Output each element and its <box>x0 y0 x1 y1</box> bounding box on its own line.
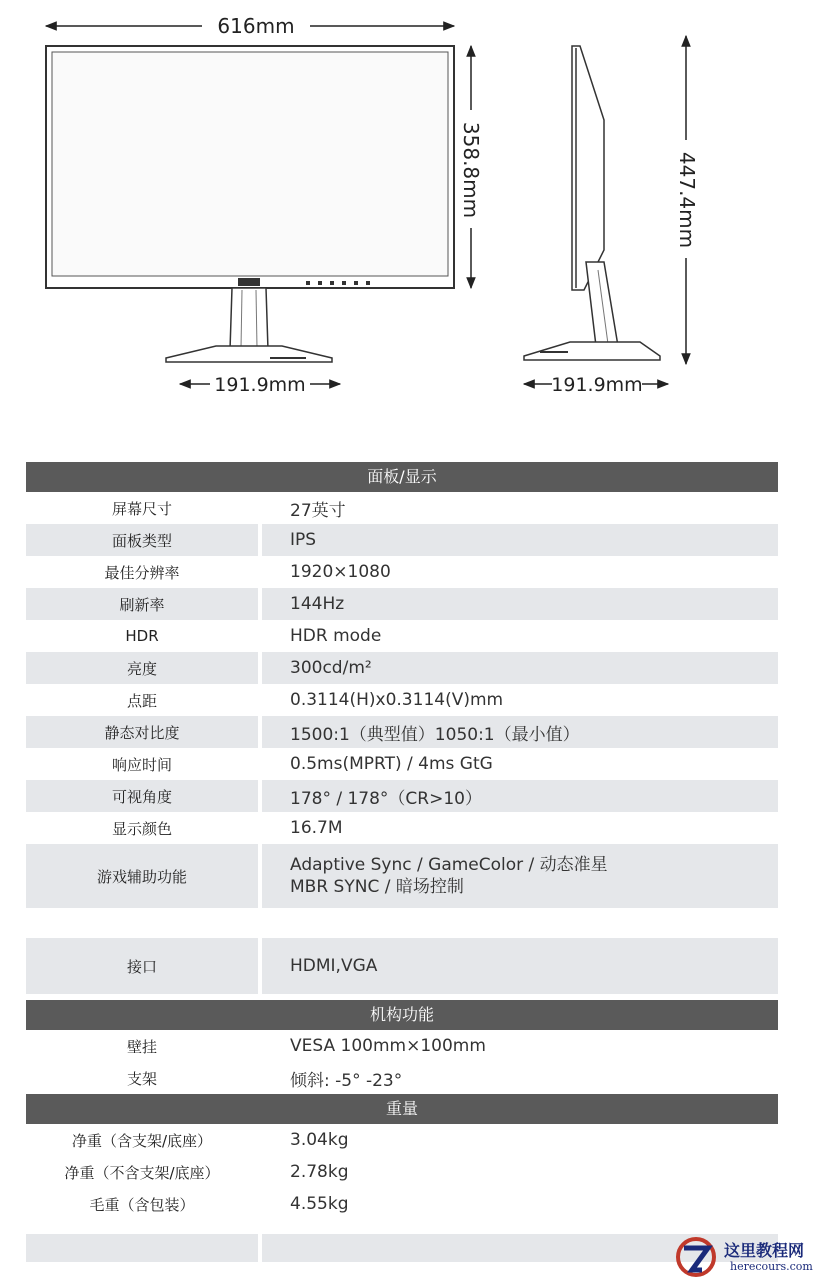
dimension-base-side-label: 191.9mm <box>551 374 643 396</box>
spec-label: 亮度 <box>26 652 258 684</box>
dimension-width-label: 616mm <box>217 14 295 38</box>
spec-row <box>26 748 778 780</box>
dimension-total-height <box>675 36 699 364</box>
spec-value: 4.55kg <box>290 1194 349 1214</box>
spec-value: HDMI,VGA <box>262 938 778 994</box>
dimension-screen-height-label: 358.8mm <box>459 121 483 219</box>
spec-row <box>26 1062 778 1094</box>
spec-value: 1500:1（典型值）1050:1（最小值） <box>262 716 778 748</box>
spec-label: 刷新率 <box>26 588 258 620</box>
spec-value: 3.04kg <box>290 1130 349 1150</box>
dimension-diagram <box>0 0 816 420</box>
spec-label: 显示颜色 <box>111 819 172 838</box>
watermark <box>668 1234 816 1280</box>
spec-label: 毛重（含包装） <box>89 1195 195 1214</box>
dimension-base-side <box>524 374 668 396</box>
spec-value: 178° / 178°（CR>10） <box>262 780 778 812</box>
spec-row <box>26 556 778 588</box>
spec-value: 16.7M <box>290 818 343 838</box>
spec-row <box>26 684 778 716</box>
spec-label: 净重（不含支架/底座） <box>64 1163 220 1182</box>
spec-row <box>26 492 778 524</box>
spec-row <box>26 716 778 748</box>
spec-label: HDR <box>125 627 159 645</box>
spec-value: 27英寸 <box>290 500 346 521</box>
spec-row <box>26 812 778 844</box>
section-header-panel-display: 面板/显示 <box>26 462 778 492</box>
side-view-monitor <box>524 46 660 360</box>
spec-value: 0.3114(H)x0.3114(V)mm <box>290 690 504 710</box>
spec-label: 静态对比度 <box>26 716 258 748</box>
spec-label: 净重（含支架/底座） <box>71 1131 213 1150</box>
spec-label: 面板类型 <box>26 524 258 556</box>
spec-row <box>26 524 778 556</box>
spec-label: 响应时间 <box>111 755 172 774</box>
spec-label: 支架 <box>126 1069 157 1088</box>
spec-label: 可视角度 <box>26 780 258 812</box>
spec-row <box>26 844 778 908</box>
spec-label: 屏幕尺寸 <box>111 499 172 518</box>
watermark-title: 这里教程网 <box>724 1241 805 1260</box>
spec-row <box>26 938 778 994</box>
spec-row <box>26 1156 778 1188</box>
watermark-url: herecours.com <box>730 1260 813 1273</box>
spec-value: VESA 100mm×100mm <box>290 1036 486 1056</box>
spec-row <box>26 1030 778 1062</box>
dimension-total-height-label: 447.4mm <box>675 151 699 249</box>
spec-value: 0.5ms(MPRT) / 4ms GtG <box>290 754 493 774</box>
spec-value: 300cd/m² <box>262 652 778 684</box>
spec-row <box>26 1124 778 1156</box>
spec-row <box>26 652 778 684</box>
spec-value: 2.78kg <box>290 1162 349 1182</box>
watermark-logo-icon <box>668 1234 720 1280</box>
spec-value: HDR mode <box>290 626 382 646</box>
spec-row <box>26 620 778 652</box>
spec-value: 144Hz <box>262 588 778 620</box>
front-view-monitor <box>46 46 454 362</box>
section-header-weight: 重量 <box>26 1094 778 1124</box>
spec-label: 最佳分辨率 <box>104 563 180 582</box>
spec-row-empty <box>26 1234 778 1262</box>
spec-label: 接口 <box>26 938 258 994</box>
dimension-base-front <box>180 374 340 396</box>
spec-row <box>26 780 778 812</box>
spec-value: 1920×1080 <box>290 562 391 582</box>
spec-label: 壁挂 <box>126 1037 157 1056</box>
section-header-mechanism: 机构功能 <box>26 1000 778 1030</box>
spec-value: MBR SYNC / 暗场控制 <box>290 877 464 897</box>
spec-value: Adaptive Sync / GameColor / 动态准星 <box>290 855 608 875</box>
spec-value: 倾斜: -5° -23° <box>290 1070 403 1091</box>
dimension-base-front-label: 191.9mm <box>214 374 306 396</box>
spec-row <box>26 1188 778 1220</box>
spec-value: IPS <box>262 524 778 556</box>
spec-label: 游戏辅助功能 <box>26 844 258 908</box>
dimension-width <box>46 14 454 38</box>
spec-row <box>26 588 778 620</box>
spec-table <box>26 462 778 1262</box>
spec-label: 点距 <box>126 691 157 710</box>
dimension-screen-height <box>459 46 483 288</box>
